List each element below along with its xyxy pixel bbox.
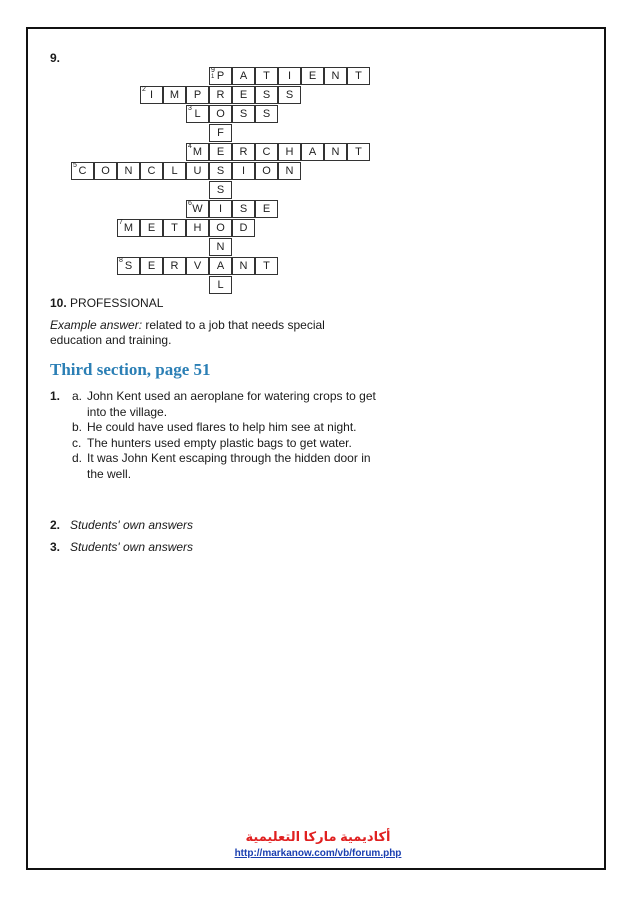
crossword-cell [186, 86, 209, 104]
crossword-letter: I [287, 70, 292, 82]
question-1-number: 1. [50, 389, 61, 403]
crossword-cell [140, 219, 163, 237]
crossword-letter: N [124, 165, 133, 177]
crossword-cell [209, 181, 232, 199]
crossword-letter: S [262, 89, 271, 101]
crossword-cell [232, 105, 255, 123]
question-1-item-b [50, 420, 380, 436]
question-3-number: 3. [50, 540, 61, 554]
crossword-letter: O [216, 108, 225, 120]
crossword-letter: L [171, 165, 178, 177]
crossword-cell [232, 86, 255, 104]
crossword-letter: T [171, 222, 178, 234]
crossword-letter: C [262, 146, 271, 158]
crossword-cell [255, 143, 278, 161]
crossword-letter: E [147, 222, 156, 234]
crossword-letter: M [169, 89, 180, 101]
crossword-cell [209, 143, 232, 161]
crossword-cell [255, 86, 278, 104]
crossword-letter: S [216, 184, 225, 196]
crossword-cell [117, 257, 140, 275]
crossword-letter: I [149, 89, 154, 101]
crossword-cell [255, 162, 278, 180]
footer-link[interactable]: http://markanow.com/vb/forum.php [234, 848, 402, 859]
crossword-letter: A [308, 146, 317, 158]
crossword-letter: L [217, 279, 224, 291]
crossword-cell [278, 143, 301, 161]
crossword-letter: A [239, 70, 248, 82]
crossword-letter: N [285, 165, 294, 177]
crossword-cell [232, 162, 255, 180]
item-text: He could have used flares to help him see at night. [87, 420, 357, 434]
crossword-cell [347, 143, 370, 161]
crossword-letter: N [331, 70, 340, 82]
crossword-letter: O [216, 222, 225, 234]
crossword-letter: E [262, 203, 271, 215]
crossword-cell [140, 86, 163, 104]
crossword-cell [209, 238, 232, 256]
crossword-cell [278, 86, 301, 104]
crossword-cell [209, 67, 232, 85]
crossword-clue-number: 3 [188, 105, 192, 112]
crossword-cell [186, 219, 209, 237]
crossword-cell [71, 162, 94, 180]
crossword-cell [255, 257, 278, 275]
crossword-letter: T [263, 70, 270, 82]
crossword-cell [117, 162, 140, 180]
crossword-cell [209, 200, 232, 218]
crossword-letter: D [239, 222, 248, 234]
crossword-cell [255, 67, 278, 85]
crossword-letter: M [123, 222, 134, 234]
example-answer [50, 318, 370, 348]
footer-arabic-title: أكاديمية ماركا التعليمية [245, 829, 391, 844]
crossword-cell [209, 276, 232, 294]
crossword-cell [186, 257, 209, 275]
crossword-letter: E [147, 260, 156, 272]
crossword-letter: A [216, 260, 225, 272]
question-9-number: 9. [50, 51, 61, 65]
crossword-letter: H [193, 222, 202, 234]
crossword-letter: C [78, 165, 87, 177]
question-2-text: Students' own answers [70, 518, 194, 532]
crossword-letter: O [262, 165, 271, 177]
crossword-cell [301, 67, 324, 85]
crossword-cell [209, 124, 232, 142]
crossword-cell [186, 162, 209, 180]
item-text: The hunters used empty plastic bags to get water. [87, 435, 352, 450]
crossword-letter: P [193, 89, 202, 101]
crossword-clue-number: 2 [142, 86, 146, 93]
crossword-letter: V [193, 260, 202, 272]
crossword-letter: N [239, 260, 248, 272]
crossword-cell [209, 162, 232, 180]
crossword-clue-number: 9 [211, 67, 215, 74]
crossword-letter: E [239, 89, 248, 101]
crossword-cell [209, 219, 232, 237]
crossword-cell [255, 105, 278, 123]
crossword-letter: U [193, 165, 202, 177]
question-1 [50, 389, 380, 482]
crossword-cell [232, 200, 255, 218]
crossword-letter: T [263, 260, 270, 272]
section-title: Third section, page 51 [50, 360, 211, 379]
crossword-letter: S [262, 108, 271, 120]
question-10-answer-text: PROFESSIONAL [70, 296, 164, 310]
crossword-cell [163, 257, 186, 275]
question-2-number: 2. [50, 518, 61, 532]
crossword-cell [186, 143, 209, 161]
crossword-clue-number: 8 [119, 257, 123, 264]
crossword-clue-number: 7 [119, 219, 123, 226]
crossword-letter: O [101, 165, 110, 177]
item-text: It was John Kent escaping through the hidden door in the well. [87, 451, 371, 481]
crossword-letter: E [308, 70, 317, 82]
question-1-item-a [50, 389, 380, 420]
crossword-cell [94, 162, 117, 180]
crossword-letter: T [355, 70, 362, 82]
question-1-item-d [50, 451, 380, 482]
crossword-cell [117, 219, 140, 237]
crossword-letter: S [239, 108, 248, 120]
crossword-letter: E [216, 146, 225, 158]
item-letter: d. [72, 451, 83, 465]
crossword-letter: S [124, 260, 133, 272]
crossword-letter: H [285, 146, 294, 158]
crossword-letter: P [216, 70, 225, 82]
crossword-letter: W [192, 203, 203, 215]
crossword-letter: I [241, 165, 246, 177]
crossword-cell [255, 200, 278, 218]
question-10-number: 10. [50, 296, 67, 310]
crossword-cell [209, 105, 232, 123]
item-letter: a. [72, 389, 83, 403]
crossword-cell [209, 86, 232, 104]
question-1-item-c [50, 436, 380, 452]
crossword-letter: S [239, 203, 248, 215]
crossword-letter: L [194, 108, 201, 120]
crossword-cell [232, 143, 255, 161]
question-10-answer [50, 296, 163, 310]
crossword-cell [232, 67, 255, 85]
crossword-letter: F [217, 127, 224, 139]
item-letter: c. [72, 435, 82, 450]
crossword-clue-number: 4 [188, 143, 192, 150]
crossword-letter: M [192, 146, 203, 158]
crossword-cell [163, 86, 186, 104]
crossword-letter: R [216, 89, 225, 101]
crossword-letter: C [147, 165, 156, 177]
question-3-text: Students' own answers [70, 540, 194, 554]
example-answer-text: related to a job that needs special education and training. [50, 318, 325, 347]
crossword-letter: I [218, 203, 223, 215]
crossword-cell [186, 105, 209, 123]
crossword-letter: R [170, 260, 179, 272]
crossword-cell [278, 162, 301, 180]
item-letter: b. [72, 420, 83, 434]
crossword-clue-number: 1 [211, 74, 215, 80]
crossword-cell [163, 219, 186, 237]
crossword-cell [301, 143, 324, 161]
example-answer-label: Example answer: [50, 318, 143, 332]
crossword-letter: R [239, 146, 248, 158]
question-2 [50, 518, 193, 532]
crossword-cell [324, 67, 347, 85]
crossword-cell [209, 257, 232, 275]
crossword-letter: S [285, 89, 294, 101]
crossword-cell [140, 257, 163, 275]
crossword-cell [347, 67, 370, 85]
crossword-cell [186, 200, 209, 218]
crossword-cell [232, 219, 255, 237]
crossword-letter: N [331, 146, 340, 158]
crossword-clue-number: 5 [73, 162, 77, 169]
crossword-clue-number: 6 [188, 200, 192, 207]
crossword-cell [163, 162, 186, 180]
crossword-letter: N [216, 241, 225, 253]
question-3 [50, 540, 193, 554]
crossword-letter: T [355, 146, 362, 158]
item-text: John Kent used an aeroplane for watering crops to get into the village. [87, 389, 376, 419]
crossword-cell [140, 162, 163, 180]
crossword-cell [324, 143, 347, 161]
crossword-cell [278, 67, 301, 85]
crossword-letter: S [216, 165, 225, 177]
crossword-cell [232, 257, 255, 275]
